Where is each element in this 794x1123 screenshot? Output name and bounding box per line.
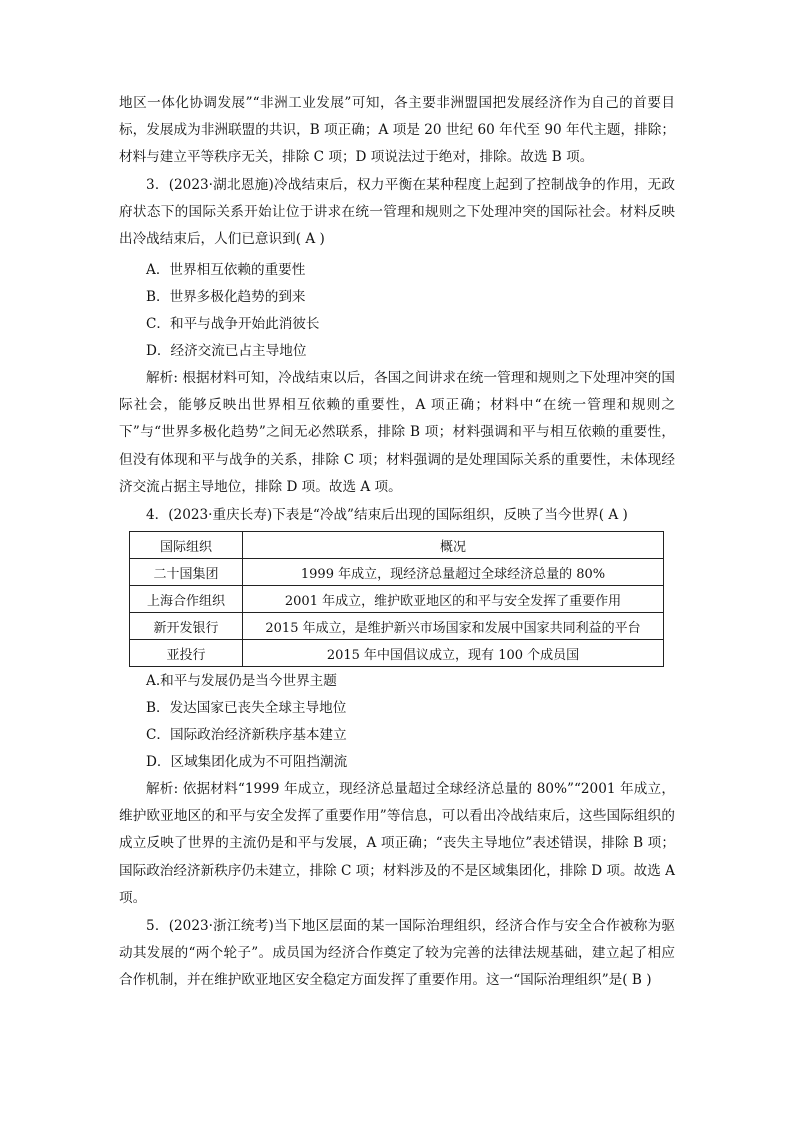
question-3-option-b: B．世界多极化趋势的到来 (146, 289, 306, 305)
table-row (130, 586, 664, 613)
question-3-analysis: 解析: 根据材料可知，冷战结束以后，各国之间讲求在统一管理和规则之下处理冲突的国际社会，能够反映出世界相互依赖的重要性，A 项正确；材料中“在统一管理和规则之下”与“世界多极化趋势”之间无必然联系，排除 B 项；材料强调和平与相互依赖的重要性，但没有体现和平与战争的关系，排除 C 项；材料强调的是处理国际关系的重要性，未体现经济交流占据主导地位，排除 D 项。故选 A 项。 (119, 370, 675, 495)
table-cell: 2015 年中国倡议成立，现有 100 个成员国 (243, 640, 664, 667)
table-cell: 2001 年成立，维护欧亚地区的和平与安全发挥了重要作用 (243, 586, 664, 613)
question-4-option-a: A.和平与发展仍是当今世界主题 (146, 673, 337, 689)
question-3-option-a: A．世界相互依赖的重要性 (146, 262, 306, 278)
table-row (130, 559, 664, 586)
question-5-stem: 5．(2023·浙江统考)当下地区层面的某一国际治理组织，经济合作与安全合作被称为驱动其发展的“两个轮子”。成员国为经济合作奠定了较为完善的法律法规基础，建立起了相应合作机制，并在维护欧亚地区安全稳定方面发挥了重要作用。这一“国际治理组织”是( B ) (119, 918, 675, 989)
question-4-option-c: C．国际政治经济新秩序基本建立 (146, 727, 347, 743)
table-cell: 1999 年成立，现经济总量超过全球经济总量的 80% (243, 559, 664, 586)
question-4-stem: 4．(2023·重庆长寿)下表是“冷战”结束后出现的国际组织，反映了当今世界( A ) (146, 507, 628, 523)
table-cell: 上海合作组织 (130, 586, 243, 613)
question-3-option-d: D．经济交流已占主导地位 (146, 343, 307, 359)
table-cell: 亚投行 (130, 640, 243, 667)
question-4-analysis: 解析: 依据材料“1999 年成立，现经济总量超过全球经济总量的 80%”“2001 年成立，维护欧亚地区的和平与安全发挥了重要作用”等信息，可以看出冷战结束后，这些国际组织的成立反映了世界的主流仍是和平与发展，A 项正确；“丧失主导地位”表述错误，排除 B 项；国际政治经济新秩序仍未建立，排除 C 项；材料涉及的不是区域集团化，排除 D 项。故选 A 项。 (119, 781, 675, 906)
question-3-option-c: C．和平与战争开始此消彼长 (146, 316, 320, 332)
table-header-cell: 概况 (243, 532, 664, 559)
intro-paragraph: 地区一体化协调发展”“非洲工业发展”可知，各主要非洲盟国把发展经济作为自己的首要目标，发展成为非洲联盟的共识，B 项正确；A 项是 20 世纪 60 年代至 90 年代主题，排除；材料与建立平等秩序无关，排除 C 项；D 项说法过于绝对，排除。故选 B 项。 (119, 95, 675, 166)
table-row (130, 640, 664, 667)
question-3-stem: 3．(2023·湖北恩施)冷战结束后，权力平衡在某种程度上起到了控制战争的作用，无政府状态下的国际关系开始让位于讲求在统一管理和规则之下处理冲突的国际社会。材料反映出冷战结束后，人们已意识到( A ) (119, 177, 675, 248)
table-cell: 2015 年成立，是维护新兴市场国家和发展中国家共同利益的平台 (243, 613, 664, 640)
table-header-row (130, 532, 664, 559)
international-organizations-table (129, 531, 664, 667)
table-cell: 二十国集团 (130, 559, 243, 586)
table-cell: 新开发银行 (130, 613, 243, 640)
question-4-option-b: B．发达国家已丧失全球主导地位 (146, 700, 347, 716)
question-4-option-d: D．区域集团化成为不可阻挡潮流 (146, 754, 348, 770)
table-row (130, 613, 664, 640)
table-header-cell: 国际组织 (130, 532, 243, 559)
